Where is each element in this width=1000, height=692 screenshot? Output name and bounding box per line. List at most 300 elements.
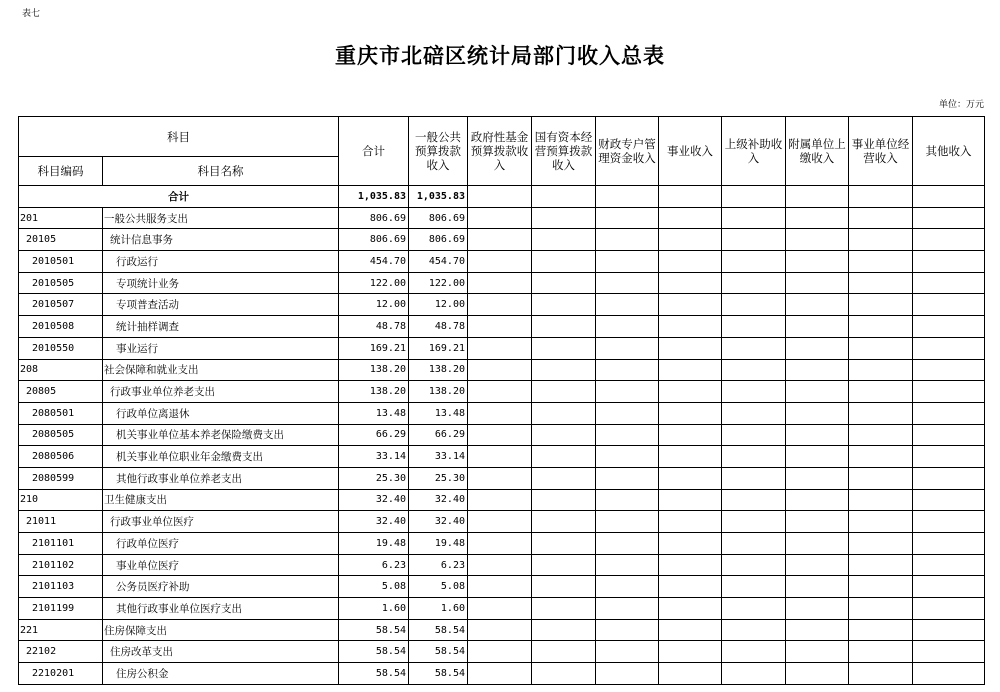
general-budget-cell: 58.54 bbox=[409, 663, 468, 685]
table-row bbox=[19, 316, 985, 338]
header-other: 其他收入 bbox=[913, 117, 985, 186]
empty-cell bbox=[913, 489, 985, 511]
empty-cell bbox=[596, 554, 659, 576]
empty-cell bbox=[596, 467, 659, 489]
name-cell: 统计信息事务 bbox=[103, 229, 339, 251]
table-row bbox=[19, 619, 985, 641]
empty-cell bbox=[786, 272, 849, 294]
name-cell: 其他行政事业单位医疗支出 bbox=[103, 598, 339, 620]
empty-cell bbox=[659, 619, 722, 641]
empty-cell bbox=[659, 663, 722, 685]
empty-cell bbox=[722, 359, 786, 381]
empty-cell bbox=[532, 554, 596, 576]
code-cell: 2101101 bbox=[19, 533, 103, 555]
total-cell: 58.54 bbox=[339, 619, 409, 641]
empty-cell bbox=[532, 251, 596, 273]
empty-cell bbox=[849, 424, 913, 446]
table-row bbox=[19, 424, 985, 446]
empty-cell bbox=[468, 554, 532, 576]
code-cell: 2210201 bbox=[19, 663, 103, 685]
general-budget-cell: 5.08 bbox=[409, 576, 468, 598]
total-label: 合计 bbox=[19, 186, 339, 208]
empty-cell bbox=[786, 511, 849, 533]
empty-cell bbox=[913, 424, 985, 446]
empty-cell bbox=[849, 641, 913, 663]
table-row bbox=[19, 511, 985, 533]
name-cell: 卫生健康支出 bbox=[103, 489, 339, 511]
general-budget-cell: 122.00 bbox=[409, 272, 468, 294]
general-budget-cell: 48.78 bbox=[409, 316, 468, 338]
empty-cell bbox=[532, 446, 596, 468]
empty-cell bbox=[532, 511, 596, 533]
total-cell: 6.23 bbox=[339, 554, 409, 576]
table-row bbox=[19, 359, 985, 381]
empty-cell bbox=[659, 316, 722, 338]
table-row bbox=[19, 294, 985, 316]
empty-cell bbox=[722, 229, 786, 251]
empty-cell bbox=[913, 294, 985, 316]
empty-cell bbox=[468, 251, 532, 273]
total-cell: 806.69 bbox=[339, 207, 409, 229]
empty-cell bbox=[659, 598, 722, 620]
header-general-budget: 一般公共预算拨款收入 bbox=[409, 117, 468, 186]
name-cell: 其他行政事业单位养老支出 bbox=[103, 467, 339, 489]
code-cell: 2010550 bbox=[19, 337, 103, 359]
empty-cell bbox=[849, 598, 913, 620]
name-cell: 行政事业单位养老支出 bbox=[103, 381, 339, 403]
total-cell: 19.48 bbox=[339, 533, 409, 555]
empty-cell bbox=[596, 316, 659, 338]
total-cell: 806.69 bbox=[339, 229, 409, 251]
name-cell: 一般公共服务支出 bbox=[103, 207, 339, 229]
code-cell: 210 bbox=[19, 489, 103, 511]
empty-cell bbox=[532, 424, 596, 446]
total-cell: 122.00 bbox=[339, 272, 409, 294]
total-cell: 58.54 bbox=[339, 663, 409, 685]
table-row bbox=[19, 663, 985, 685]
empty-cell bbox=[722, 467, 786, 489]
empty-cell bbox=[913, 663, 985, 685]
table-row bbox=[19, 576, 985, 598]
name-cell: 机关事业单位基本养老保险缴费支出 bbox=[103, 424, 339, 446]
empty-cell bbox=[468, 467, 532, 489]
code-cell: 221 bbox=[19, 619, 103, 641]
header-gov-fund: 政府性基金预算拨款收入 bbox=[468, 117, 532, 186]
empty-cell bbox=[659, 511, 722, 533]
table-row bbox=[19, 598, 985, 620]
header-name: 科目名称 bbox=[103, 157, 339, 186]
empty-cell bbox=[849, 402, 913, 424]
empty-cell bbox=[468, 446, 532, 468]
empty-cell bbox=[468, 511, 532, 533]
empty-cell bbox=[786, 207, 849, 229]
empty-cell bbox=[659, 641, 722, 663]
table-row bbox=[19, 337, 985, 359]
code-cell: 2080501 bbox=[19, 402, 103, 424]
total-cell: 33.14 bbox=[339, 446, 409, 468]
empty-cell bbox=[722, 316, 786, 338]
general-budget-cell: 58.54 bbox=[409, 641, 468, 663]
total-cell: 48.78 bbox=[339, 316, 409, 338]
name-cell: 社会保障和就业支出 bbox=[103, 359, 339, 381]
general-budget-cell: 13.48 bbox=[409, 402, 468, 424]
header-code: 科目编码 bbox=[19, 157, 103, 186]
table-row bbox=[19, 207, 985, 229]
general-budget-cell: 1.60 bbox=[409, 598, 468, 620]
empty-cell bbox=[849, 316, 913, 338]
code-cell: 201 bbox=[19, 207, 103, 229]
empty-cell bbox=[468, 424, 532, 446]
empty-cell bbox=[659, 402, 722, 424]
empty-cell bbox=[659, 359, 722, 381]
table-row bbox=[19, 229, 985, 251]
empty-cell bbox=[468, 229, 532, 251]
empty-cell bbox=[468, 641, 532, 663]
empty-cell bbox=[786, 576, 849, 598]
empty-cell bbox=[722, 207, 786, 229]
header-operating: 事业单位经营收入 bbox=[849, 117, 913, 186]
empty-cell bbox=[596, 402, 659, 424]
empty-cell bbox=[849, 511, 913, 533]
header-subject: 科目 bbox=[19, 117, 339, 157]
empty-cell bbox=[468, 402, 532, 424]
code-cell: 208 bbox=[19, 359, 103, 381]
empty-cell bbox=[913, 207, 985, 229]
empty-cell bbox=[786, 641, 849, 663]
empty-cell bbox=[913, 467, 985, 489]
income-summary-table bbox=[18, 116, 985, 685]
empty-cell bbox=[468, 207, 532, 229]
table-row bbox=[19, 533, 985, 555]
empty-cell bbox=[532, 402, 596, 424]
empty-cell bbox=[596, 489, 659, 511]
empty-cell bbox=[786, 598, 849, 620]
empty-cell bbox=[659, 576, 722, 598]
general-budget-cell: 12.00 bbox=[409, 294, 468, 316]
empty-cell bbox=[596, 251, 659, 273]
empty-cell bbox=[786, 619, 849, 641]
table-number-label: 表七 bbox=[22, 9, 41, 19]
total-cell: 25.30 bbox=[339, 467, 409, 489]
empty-cell bbox=[849, 554, 913, 576]
general-budget-cell: 19.48 bbox=[409, 533, 468, 555]
code-cell: 22102 bbox=[19, 641, 103, 663]
header-state-capital: 国有资本经营预算拨款收入 bbox=[532, 117, 596, 186]
general-budget-cell: 806.69 bbox=[409, 229, 468, 251]
name-cell: 事业单位医疗 bbox=[103, 554, 339, 576]
total-cell: 138.20 bbox=[339, 381, 409, 403]
code-cell: 2010507 bbox=[19, 294, 103, 316]
empty-cell bbox=[532, 207, 596, 229]
empty-cell bbox=[849, 337, 913, 359]
empty-cell bbox=[722, 337, 786, 359]
empty-cell bbox=[532, 619, 596, 641]
header-superior-subsidy: 上级补助收入 bbox=[722, 117, 786, 186]
name-cell: 住房改革支出 bbox=[103, 641, 339, 663]
empty-cell bbox=[596, 663, 659, 685]
empty-cell bbox=[849, 272, 913, 294]
code-cell: 2010501 bbox=[19, 251, 103, 273]
total-cell: 66.29 bbox=[339, 424, 409, 446]
empty-cell bbox=[532, 489, 596, 511]
empty-cell bbox=[468, 316, 532, 338]
header-fiscal-special: 财政专户管理资金收入 bbox=[596, 117, 659, 186]
empty-cell bbox=[722, 641, 786, 663]
empty-cell bbox=[722, 598, 786, 620]
name-cell: 行政单位医疗 bbox=[103, 533, 339, 555]
empty-cell bbox=[659, 337, 722, 359]
empty-cell bbox=[722, 294, 786, 316]
empty-cell bbox=[786, 489, 849, 511]
empty-cell bbox=[913, 576, 985, 598]
empty-cell bbox=[659, 424, 722, 446]
empty-cell bbox=[722, 619, 786, 641]
name-cell: 公务员医疗补助 bbox=[103, 576, 339, 598]
empty-cell bbox=[532, 272, 596, 294]
empty-cell bbox=[468, 489, 532, 511]
empty-cell bbox=[468, 663, 532, 685]
empty-cell bbox=[913, 641, 985, 663]
general-budget-cell: 66.29 bbox=[409, 424, 468, 446]
empty-cell bbox=[913, 251, 985, 273]
name-cell: 统计抽样调查 bbox=[103, 316, 339, 338]
empty-cell bbox=[468, 381, 532, 403]
total-cell: 12.00 bbox=[339, 294, 409, 316]
empty-cell bbox=[786, 251, 849, 273]
empty-cell bbox=[849, 294, 913, 316]
general-budget-cell: 454.70 bbox=[409, 251, 468, 273]
empty-cell bbox=[849, 229, 913, 251]
empty-cell bbox=[913, 359, 985, 381]
code-cell: 2080506 bbox=[19, 446, 103, 468]
code-cell: 2080599 bbox=[19, 467, 103, 489]
empty-cell bbox=[786, 294, 849, 316]
general-budget-cell: 169.21 bbox=[409, 337, 468, 359]
total-amount: 1,035.83 bbox=[339, 186, 409, 208]
empty-cell bbox=[786, 554, 849, 576]
empty-cell bbox=[596, 576, 659, 598]
empty-cell bbox=[468, 359, 532, 381]
empty-cell bbox=[532, 381, 596, 403]
empty-cell bbox=[849, 381, 913, 403]
name-cell: 专项普查活动 bbox=[103, 294, 339, 316]
empty-cell bbox=[596, 294, 659, 316]
empty-cell bbox=[659, 446, 722, 468]
table-row bbox=[19, 272, 985, 294]
empty-cell bbox=[596, 229, 659, 251]
table-row bbox=[19, 554, 985, 576]
empty-cell bbox=[849, 576, 913, 598]
empty-cell bbox=[722, 272, 786, 294]
empty-cell bbox=[786, 424, 849, 446]
empty-cell bbox=[659, 272, 722, 294]
name-cell: 住房公积金 bbox=[103, 663, 339, 685]
empty-cell bbox=[596, 511, 659, 533]
header-business: 事业收入 bbox=[659, 117, 722, 186]
empty-cell bbox=[659, 467, 722, 489]
empty-cell bbox=[849, 446, 913, 468]
total-cell: 169.21 bbox=[339, 337, 409, 359]
empty-cell bbox=[786, 663, 849, 685]
empty-cell bbox=[468, 598, 532, 620]
general-budget-cell: 32.40 bbox=[409, 489, 468, 511]
empty-cell bbox=[913, 598, 985, 620]
empty-cell bbox=[532, 641, 596, 663]
table-row bbox=[19, 467, 985, 489]
code-cell: 2010505 bbox=[19, 272, 103, 294]
empty-cell bbox=[722, 489, 786, 511]
empty-cell bbox=[659, 489, 722, 511]
empty-cell bbox=[468, 533, 532, 555]
empty-cell bbox=[913, 229, 985, 251]
total-general-budget: 1,035.83 bbox=[409, 186, 468, 208]
empty-cell bbox=[596, 641, 659, 663]
table-row bbox=[19, 251, 985, 273]
empty-cell bbox=[722, 511, 786, 533]
empty-cell bbox=[913, 446, 985, 468]
empty-cell bbox=[659, 207, 722, 229]
unit-label: 单位：万元 bbox=[938, 100, 984, 110]
empty-cell bbox=[786, 402, 849, 424]
empty-cell bbox=[532, 337, 596, 359]
general-budget-cell: 138.20 bbox=[409, 359, 468, 381]
total-row bbox=[19, 186, 985, 208]
name-cell: 事业运行 bbox=[103, 337, 339, 359]
total-cell: 454.70 bbox=[339, 251, 409, 273]
empty-cell bbox=[659, 251, 722, 273]
empty-cell bbox=[532, 359, 596, 381]
empty-cell bbox=[786, 229, 849, 251]
empty-cell bbox=[849, 619, 913, 641]
empty-cell bbox=[722, 424, 786, 446]
table-row bbox=[19, 402, 985, 424]
empty-cell bbox=[722, 663, 786, 685]
general-budget-cell: 6.23 bbox=[409, 554, 468, 576]
code-cell: 20805 bbox=[19, 381, 103, 403]
general-budget-cell: 32.40 bbox=[409, 511, 468, 533]
empty-cell bbox=[849, 489, 913, 511]
empty-cell bbox=[596, 272, 659, 294]
empty-cell bbox=[849, 207, 913, 229]
empty-cell bbox=[786, 337, 849, 359]
name-cell: 行政运行 bbox=[103, 251, 339, 273]
empty-cell bbox=[786, 446, 849, 468]
empty-cell bbox=[849, 251, 913, 273]
empty-cell bbox=[532, 467, 596, 489]
total-cell: 32.40 bbox=[339, 489, 409, 511]
code-cell: 2080505 bbox=[19, 424, 103, 446]
name-cell: 机关事业单位职业年金缴费支出 bbox=[103, 446, 339, 468]
code-cell: 2010508 bbox=[19, 316, 103, 338]
empty-cell bbox=[849, 467, 913, 489]
empty-cell bbox=[596, 381, 659, 403]
code-cell: 2101199 bbox=[19, 598, 103, 620]
total-cell: 32.40 bbox=[339, 511, 409, 533]
general-budget-cell: 33.14 bbox=[409, 446, 468, 468]
page-title: 重庆市北碚区统计局部门收入总表 bbox=[335, 43, 665, 68]
empty-cell bbox=[659, 229, 722, 251]
total-cell: 1.60 bbox=[339, 598, 409, 620]
total-cell: 5.08 bbox=[339, 576, 409, 598]
empty-cell bbox=[913, 272, 985, 294]
empty-cell bbox=[596, 619, 659, 641]
empty-cell bbox=[468, 337, 532, 359]
code-cell: 20105 bbox=[19, 229, 103, 251]
empty-cell bbox=[786, 359, 849, 381]
empty-cell bbox=[849, 359, 913, 381]
empty-cell bbox=[722, 533, 786, 555]
empty-cell bbox=[913, 554, 985, 576]
table-row bbox=[19, 446, 985, 468]
empty-cell bbox=[532, 229, 596, 251]
empty-cell bbox=[722, 402, 786, 424]
total-cell: 138.20 bbox=[339, 359, 409, 381]
empty-cell bbox=[913, 619, 985, 641]
empty-cell bbox=[786, 381, 849, 403]
empty-cell bbox=[532, 663, 596, 685]
empty-cell bbox=[722, 251, 786, 273]
empty-cell bbox=[532, 294, 596, 316]
total-cell: 58.54 bbox=[339, 641, 409, 663]
empty-cell bbox=[596, 598, 659, 620]
empty-cell bbox=[596, 424, 659, 446]
empty-cell bbox=[849, 533, 913, 555]
empty-cell bbox=[596, 337, 659, 359]
name-cell: 住房保障支出 bbox=[103, 619, 339, 641]
total-cell: 13.48 bbox=[339, 402, 409, 424]
table-row bbox=[19, 641, 985, 663]
empty-cell bbox=[786, 316, 849, 338]
empty-cell bbox=[596, 533, 659, 555]
empty-cell bbox=[722, 576, 786, 598]
name-cell: 专项统计业务 bbox=[103, 272, 339, 294]
header-affiliated: 附属单位上缴收入 bbox=[786, 117, 849, 186]
general-budget-cell: 25.30 bbox=[409, 467, 468, 489]
empty-cell bbox=[913, 337, 985, 359]
empty-cell bbox=[532, 576, 596, 598]
general-budget-cell: 806.69 bbox=[409, 207, 468, 229]
empty-cell bbox=[468, 576, 532, 598]
name-cell: 行政单位离退休 bbox=[103, 402, 339, 424]
empty-cell bbox=[532, 598, 596, 620]
empty-cell bbox=[596, 359, 659, 381]
name-cell: 行政事业单位医疗 bbox=[103, 511, 339, 533]
header-total: 合计 bbox=[339, 117, 409, 186]
empty-cell bbox=[659, 554, 722, 576]
empty-cell bbox=[596, 207, 659, 229]
table-row bbox=[19, 381, 985, 403]
empty-cell bbox=[468, 294, 532, 316]
general-budget-cell: 58.54 bbox=[409, 619, 468, 641]
empty-cell bbox=[596, 446, 659, 468]
general-budget-cell: 138.20 bbox=[409, 381, 468, 403]
empty-cell bbox=[532, 533, 596, 555]
empty-cell bbox=[786, 533, 849, 555]
empty-cell bbox=[659, 533, 722, 555]
empty-cell bbox=[659, 381, 722, 403]
table-row bbox=[19, 489, 985, 511]
empty-cell bbox=[786, 467, 849, 489]
empty-cell bbox=[913, 316, 985, 338]
code-cell: 21011 bbox=[19, 511, 103, 533]
empty-cell bbox=[849, 663, 913, 685]
empty-cell bbox=[659, 294, 722, 316]
empty-cell bbox=[913, 533, 985, 555]
empty-cell bbox=[532, 316, 596, 338]
empty-cell bbox=[468, 272, 532, 294]
empty-cell bbox=[722, 381, 786, 403]
empty-cell bbox=[913, 381, 985, 403]
